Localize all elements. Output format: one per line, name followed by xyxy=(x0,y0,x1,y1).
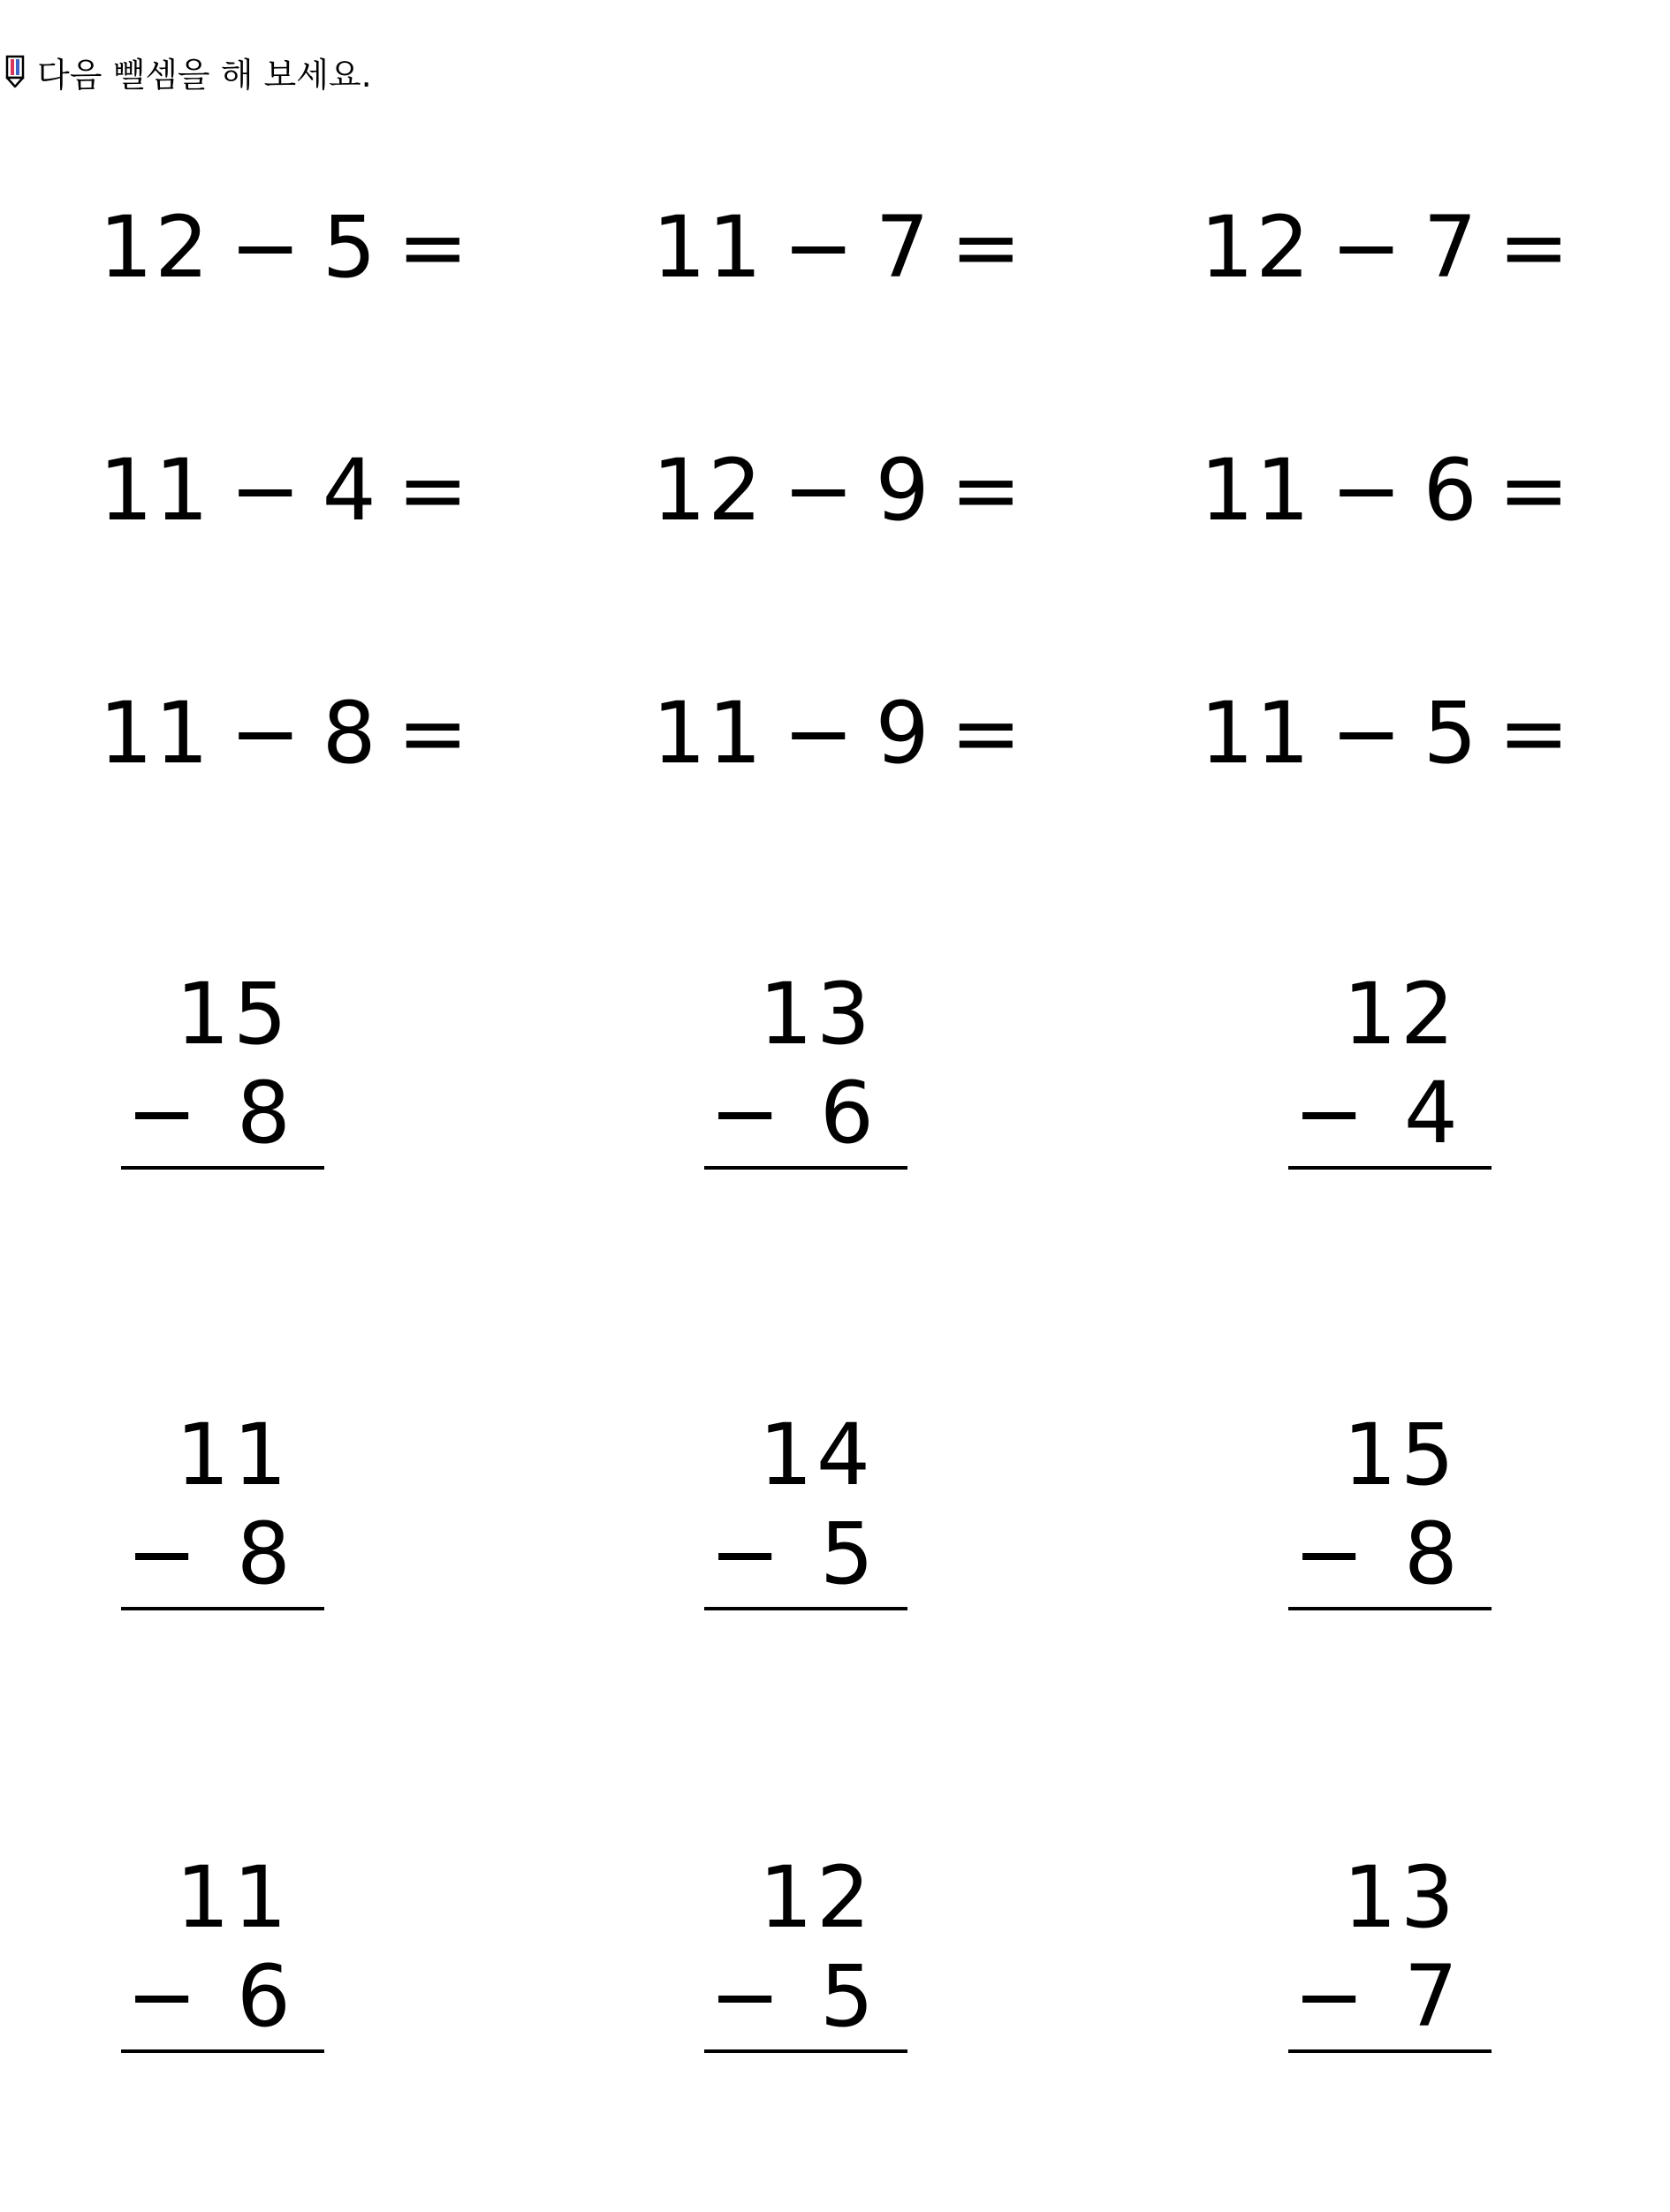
vertical-problem xyxy=(121,1405,324,1614)
subtrahend: 6 xyxy=(1423,441,1479,540)
answer-line xyxy=(121,2049,324,2053)
minus-sign: − xyxy=(1294,1064,1365,1163)
answer-line xyxy=(121,1607,324,1610)
vertical-problem xyxy=(1288,1848,1492,2057)
instruction xyxy=(5,51,372,95)
minuend: 11 xyxy=(652,684,764,783)
vertical-problem xyxy=(1288,1405,1492,1614)
answer-line xyxy=(704,1166,907,1170)
minus-sign: − xyxy=(230,441,303,540)
minus-sign: − xyxy=(126,1064,198,1163)
minus-sign: − xyxy=(783,684,856,783)
minuend: 15 xyxy=(1342,1405,1458,1504)
vertical-problem xyxy=(704,965,907,1173)
subtrahend: 5 xyxy=(1423,684,1479,783)
minuend: 11 xyxy=(175,1848,291,1947)
subtrahend: 7 xyxy=(1403,1947,1458,2046)
subtrahend: 8 xyxy=(1403,1504,1458,1603)
minuend: 11 xyxy=(175,1405,291,1504)
instruction-text: 다음 뺄셈을 해 보세요. xyxy=(37,55,372,95)
answer-line xyxy=(1288,1166,1492,1170)
minus-sign: − xyxy=(710,1504,781,1603)
horizontal-problem xyxy=(1200,441,1590,540)
minuend: 11 xyxy=(652,198,764,297)
minus-sign: − xyxy=(1331,684,1404,783)
horizontal-problem xyxy=(1200,198,1590,297)
subtrahend: 4 xyxy=(1403,1064,1458,1163)
minus-sign: − xyxy=(1331,198,1404,297)
answer-line xyxy=(1288,2049,1492,2053)
vertical-problem xyxy=(121,965,324,1173)
equals-sign: = xyxy=(397,684,471,783)
vertical-problem xyxy=(704,1848,907,2057)
vertical-problem xyxy=(1288,965,1492,1173)
minus-sign: − xyxy=(126,1504,198,1603)
minuend: 12 xyxy=(99,198,211,297)
minuend: 11 xyxy=(99,684,211,783)
equals-sign: = xyxy=(1498,198,1572,297)
horizontal-problem xyxy=(1200,684,1590,783)
equals-sign: = xyxy=(397,441,471,540)
minuend: 13 xyxy=(758,965,874,1064)
minuend: 11 xyxy=(99,441,211,540)
subtrahend: 6 xyxy=(819,1064,874,1163)
minus-sign: − xyxy=(1294,1947,1365,2046)
subtrahend: 4 xyxy=(322,441,378,540)
minus-sign: − xyxy=(230,198,303,297)
minus-sign: − xyxy=(230,684,303,783)
subtrahend: 5 xyxy=(322,198,378,297)
subtrahend: 7 xyxy=(875,198,931,297)
subtrahend: 9 xyxy=(875,441,931,540)
vertical-problem xyxy=(704,1405,907,1614)
minuend: 14 xyxy=(758,1405,874,1504)
equals-sign: = xyxy=(1498,441,1572,540)
equals-sign: = xyxy=(950,684,1024,783)
minuend: 11 xyxy=(1200,684,1312,783)
equals-sign: = xyxy=(1498,684,1572,783)
subtrahend: 8 xyxy=(236,1064,291,1163)
minuend: 11 xyxy=(1200,441,1312,540)
horizontal-problem xyxy=(652,684,1043,783)
minuend: 12 xyxy=(758,1848,874,1947)
pencil-icon xyxy=(5,55,25,88)
vertical-problem xyxy=(121,1848,324,2057)
equals-sign: = xyxy=(397,198,471,297)
subtrahend: 5 xyxy=(819,1504,874,1603)
minus-sign: − xyxy=(1331,441,1404,540)
subtrahend: 9 xyxy=(875,684,931,783)
minus-sign: − xyxy=(783,198,856,297)
answer-line xyxy=(704,2049,907,2053)
horizontal-problem xyxy=(99,198,490,297)
subtrahend: 5 xyxy=(819,1947,874,2046)
minus-sign: − xyxy=(710,1064,781,1163)
minuend: 12 xyxy=(1342,965,1458,1064)
horizontal-problem xyxy=(99,441,490,540)
minuend: 15 xyxy=(175,965,291,1064)
equals-sign: = xyxy=(950,441,1024,540)
minus-sign: − xyxy=(783,441,856,540)
minuend: 12 xyxy=(1200,198,1312,297)
subtrahend: 7 xyxy=(1423,198,1479,297)
minus-sign: − xyxy=(1294,1504,1365,1603)
horizontal-problem xyxy=(99,684,490,783)
horizontal-problem xyxy=(652,198,1043,297)
subtrahend: 8 xyxy=(236,1504,291,1603)
equals-sign: = xyxy=(950,198,1024,297)
subtrahend: 8 xyxy=(322,684,378,783)
minus-sign: − xyxy=(710,1947,781,2046)
answer-line xyxy=(121,1166,324,1170)
answer-line xyxy=(704,1607,907,1610)
minus-sign: − xyxy=(126,1947,198,2046)
subtrahend: 6 xyxy=(236,1947,291,2046)
minuend: 12 xyxy=(652,441,764,540)
answer-line xyxy=(1288,1607,1492,1610)
minuend: 13 xyxy=(1342,1848,1458,1947)
horizontal-problem xyxy=(652,441,1043,540)
